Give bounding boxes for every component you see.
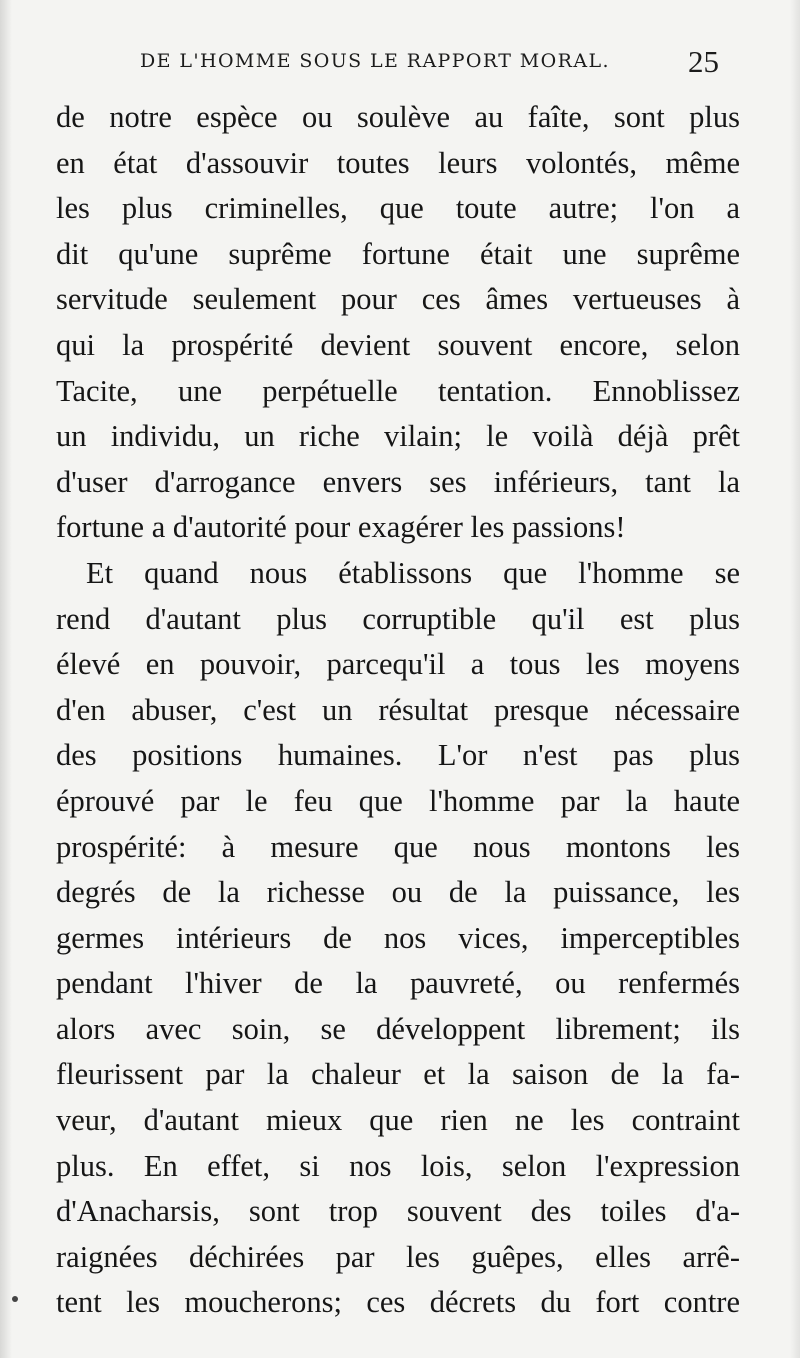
text-line: servitude seulement pour ces âmes vertueuses à bbox=[56, 282, 740, 317]
paragraph-start-line: Et quand nous établissons que l'homme se bbox=[86, 555, 740, 590]
text-line: Tacite, une perpétuelle tentation. Ennoblissez bbox=[56, 373, 740, 408]
text-line: des positions humaines. L'or n'est pas plus bbox=[56, 738, 740, 773]
text-line: d'Anacharsis, sont trop souvent des toiles d'a- bbox=[56, 1194, 740, 1229]
text-line: en état d'assouvir toutes leurs volontés, même bbox=[56, 145, 740, 180]
text-line: pendant l'hiver de la pauvreté, ou renfermés bbox=[56, 966, 740, 1001]
page-number: 25 bbox=[688, 44, 719, 79]
text-line: tent les moucherons; ces décrets du fort contre bbox=[56, 1285, 740, 1320]
text-line: les plus criminelles, que toute autre; l'on a bbox=[56, 191, 740, 226]
text-line: qui la prospérité devient souvent encore, selon bbox=[56, 327, 740, 362]
text-line: raignées déchirées par les guêpes, elles arrê- bbox=[56, 1239, 740, 1274]
text-line: élevé en pouvoir, parcequ'il a tous les moyens bbox=[56, 647, 740, 682]
text-line: degrés de la richesse ou de la puissance, les bbox=[56, 875, 740, 910]
text-line: de notre espèce ou soulève au faîte, sont plus bbox=[56, 100, 740, 134]
text-line: alors avec soin, se développent librement; ils bbox=[56, 1011, 740, 1046]
ink-speck bbox=[12, 1296, 18, 1302]
paragraph-end-line: fortune a d'autorité pour exagérer les passions! bbox=[56, 510, 626, 545]
page-shadow-right bbox=[790, 0, 800, 1358]
text-line: dit qu'une suprême fortune était une suprême bbox=[56, 236, 740, 271]
text-line: germes intérieurs de nos vices, imperceptibles bbox=[56, 920, 740, 955]
text-line: prospérité: à mesure que nous montons les bbox=[56, 829, 740, 864]
text-line: rend d'autant plus corruptible qu'il est plus bbox=[56, 601, 740, 636]
text-line: éprouvé par le feu que l'homme par la haute bbox=[56, 783, 740, 818]
page-shadow-left bbox=[0, 0, 12, 1358]
text-line: d'en abuser, c'est un résultat presque nécessaire bbox=[56, 692, 740, 727]
text-line: plus. En effet, si nos lois, selon l'expression bbox=[56, 1148, 740, 1183]
text-line: d'user d'arrogance envers ses inférieurs, tant la bbox=[56, 464, 740, 499]
running-title: DE L'HOMME SOUS LE RAPPORT MORAL. bbox=[140, 50, 610, 72]
text-line: un individu, un riche vilain; le voilà déjà prêt bbox=[56, 419, 740, 454]
text-line: fleurissent par la chaleur et la saison de la fa- bbox=[56, 1057, 740, 1092]
text-line: veur, d'autant mieux que rien ne les contraint bbox=[56, 1103, 740, 1138]
body-text bbox=[56, 95, 740, 1326]
